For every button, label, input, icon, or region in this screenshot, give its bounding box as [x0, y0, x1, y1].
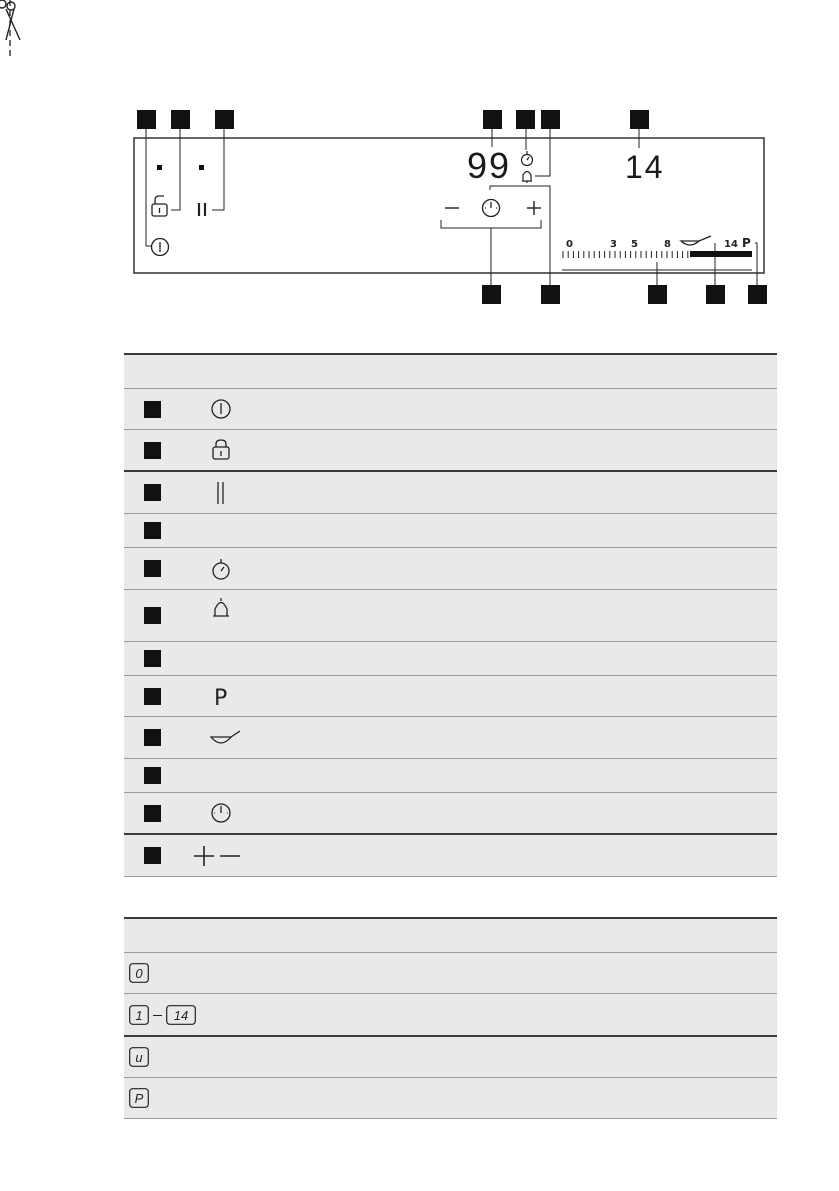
callout-marker	[144, 767, 161, 784]
callout-marker	[144, 560, 161, 577]
stopwatch-icon	[522, 151, 533, 166]
power-boost-P-icon	[210, 685, 232, 707]
table-row	[124, 793, 777, 835]
table-row	[124, 1037, 777, 1078]
pause-icon	[210, 482, 232, 504]
table-row	[124, 590, 777, 642]
scale-label: 0	[566, 239, 573, 250]
svg-text:14: 14	[173, 1008, 189, 1023]
range-dash	[153, 1015, 162, 1016]
table-row	[124, 514, 777, 548]
table-row	[124, 953, 777, 994]
power-display: 14	[625, 149, 665, 185]
scale-label: 14	[724, 239, 738, 250]
callout-marker	[144, 847, 161, 864]
table-row	[124, 642, 777, 676]
table-row	[124, 676, 777, 717]
timer-clock-icon	[210, 802, 232, 824]
lock-icon	[210, 439, 232, 461]
scale-label: 3	[610, 239, 617, 250]
table-row	[124, 472, 777, 514]
lock-icon[interactable]	[152, 196, 167, 216]
callout-marker	[144, 805, 161, 822]
sensor-fields-table	[124, 353, 777, 877]
table-row	[124, 835, 777, 877]
panel-outline	[134, 138, 764, 273]
callout-markers-bottom	[482, 285, 767, 304]
callout-markers-top	[137, 110, 649, 129]
table-row	[124, 759, 777, 793]
segment-display-icon	[129, 1088, 149, 1108]
table-row	[124, 430, 777, 472]
pan-icon	[681, 236, 711, 245]
scale-label: P	[742, 236, 751, 250]
power-on-off-icon	[210, 398, 232, 420]
power-slider[interactable]	[563, 251, 688, 258]
callout-marker	[144, 401, 161, 418]
bell-icon	[210, 598, 232, 620]
timer-clock-icon[interactable]	[483, 200, 500, 217]
pause-icon[interactable]	[199, 203, 205, 216]
svg-text:1: 1	[135, 1008, 143, 1023]
segment-display-icon	[129, 1005, 149, 1025]
segment-display-icon	[129, 1047, 149, 1067]
stopwatch-icon	[210, 558, 232, 580]
callout-marker	[144, 688, 161, 705]
callout-marker	[144, 442, 161, 459]
power-on-off-icon[interactable]	[152, 239, 169, 256]
segment-display-icon	[166, 1005, 196, 1025]
timer-display: 99	[467, 145, 512, 186]
control-panel-diagram	[0, 0, 839, 330]
table-row	[124, 389, 777, 430]
table-row	[124, 717, 777, 759]
callout-marker	[144, 607, 161, 624]
callout-marker	[144, 729, 161, 746]
table-row	[124, 994, 777, 1037]
svg-text:u: u	[135, 1050, 143, 1065]
scale-label: 8	[664, 239, 671, 250]
segment-display-icon	[129, 963, 149, 983]
table-row	[124, 1078, 777, 1119]
svg-text:P: P	[214, 686, 228, 707]
table-header	[124, 917, 777, 953]
table-header	[124, 353, 777, 389]
plus-button[interactable]	[527, 201, 541, 215]
displays-table	[124, 917, 777, 1119]
scale-label: 5	[631, 239, 638, 250]
callout-marker	[144, 650, 161, 667]
callout-marker	[144, 522, 161, 539]
plus-minus-icons	[194, 845, 242, 867]
bell-icon	[522, 172, 532, 184]
table-row	[124, 548, 777, 590]
svg-text:P: P	[134, 1091, 144, 1106]
power-scale-labels	[566, 236, 751, 250]
callout-marker	[144, 484, 161, 501]
svg-text:0: 0	[135, 966, 143, 981]
pan-icon	[210, 727, 242, 749]
